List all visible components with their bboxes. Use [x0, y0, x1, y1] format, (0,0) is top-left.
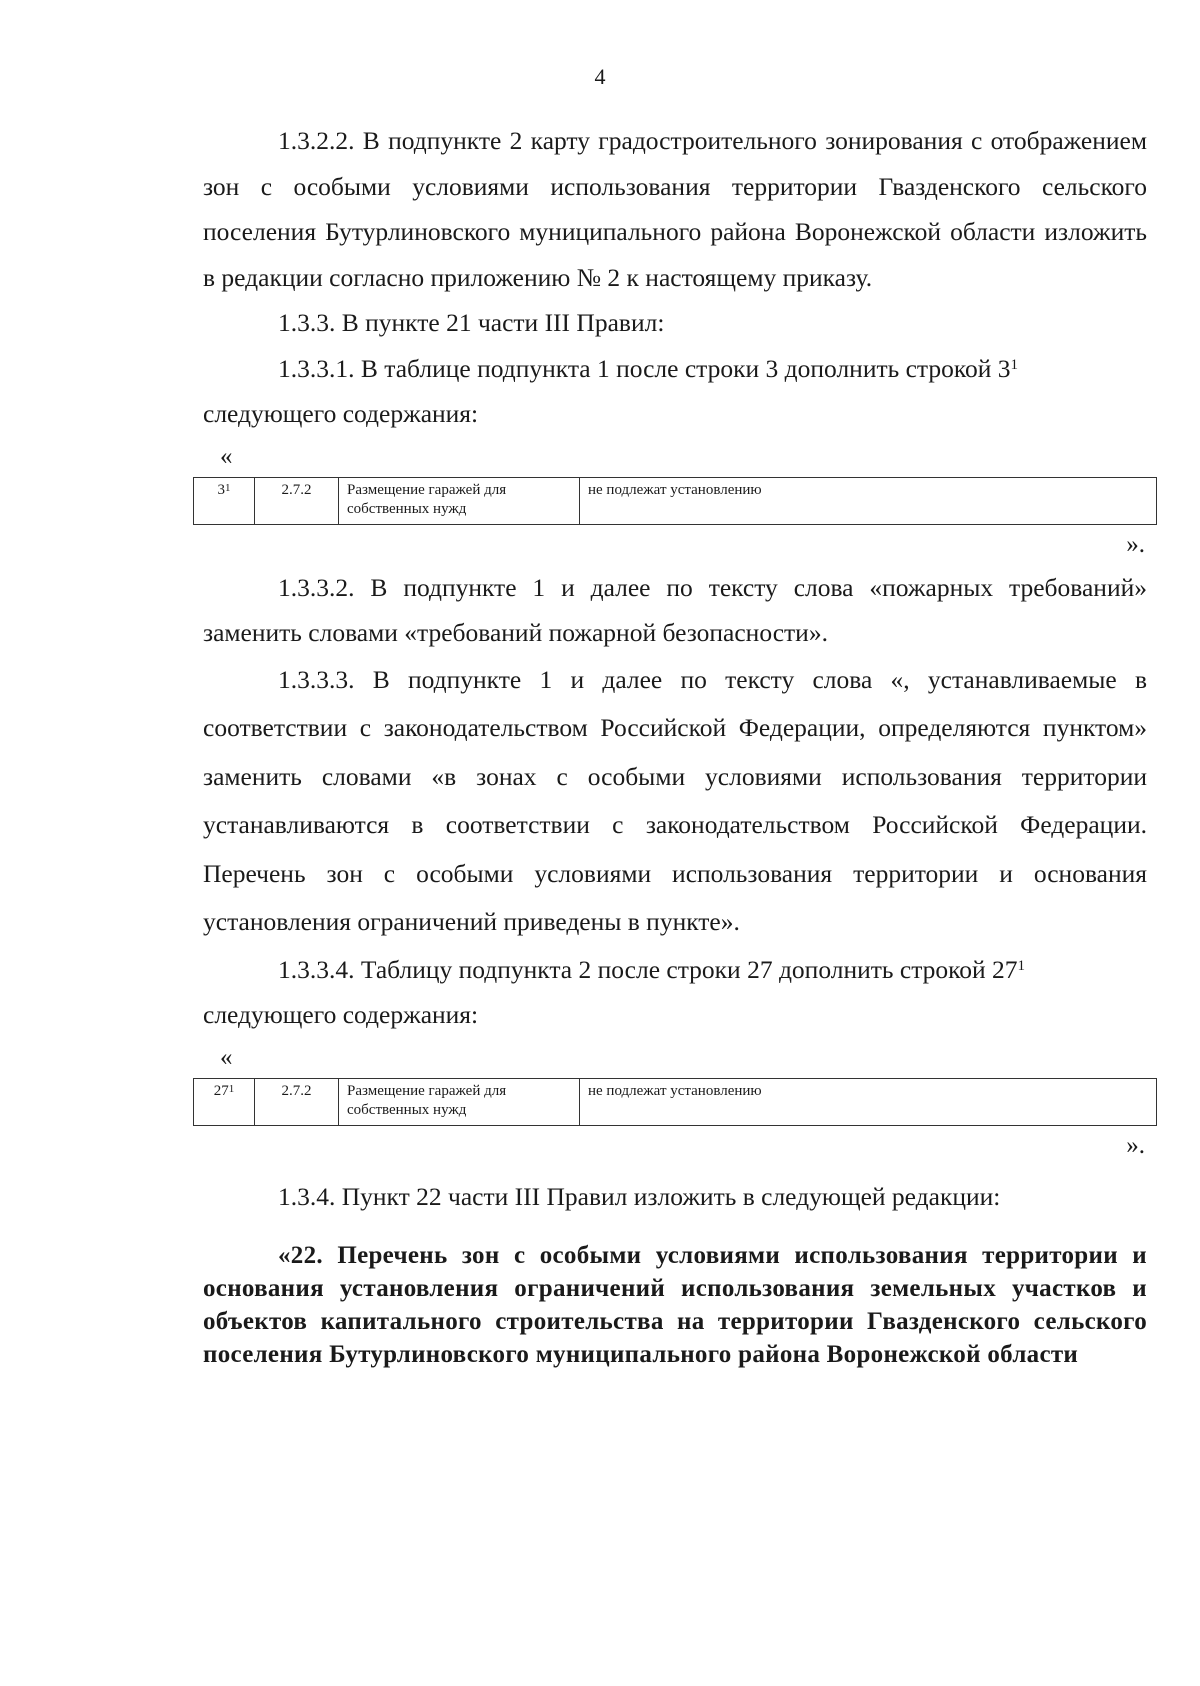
document-body — [203, 118, 1147, 1371]
paragraph-1-3-3-3: 1.3.3.3. В подпункте 1 и далее по тексту слова «, устанавливаемые в соответствии с законодательством Российской Федерации, определяются пунктом» заменить словами «в зонах с особыми условиями использования территории устанавливаются в соответствии с законодательством Российской Федерации. Перечень зон с особыми условиями использования территории и основания установления ограничений приведены в пункте». — [203, 664, 1147, 936]
name-cell: Размещение гаражей для собственных нужд — [339, 1078, 580, 1125]
paragraph-1-3-3: 1.3.3. В пункте 21 части III Правил: — [278, 308, 665, 337]
paragraph-1-3-3-1-tail: следующего содержания: — [203, 399, 479, 428]
page-number: 4 — [594, 64, 606, 89]
row-number-cell: $27^1$ — [194, 1078, 255, 1125]
paragraph-1-3-3-1-text: 1.3.3.1. В таблице подпункта 1 после строки 3 дополнить строкой 3 — [278, 353, 1011, 383]
code-cell: 2.7.2 — [255, 1078, 339, 1125]
spacer — [203, 1166, 1147, 1174]
paragraph-1-3-2-2: 1.3.2.2. В подпункте 2 карту градостроительного зонирования с отображением зон с особыми условиями использования территории Гвазденского сельского поселения Бутурлиновского муниципального района Воронежской области изложить в редакции согласно приложению № 2 к настоящему приказу. — [203, 126, 1147, 292]
table-row — [194, 477, 1157, 524]
row-superscript: 1 — [1017, 957, 1026, 974]
table-row — [194, 1078, 1157, 1125]
name-cell: Размещение гаражей для собственных нужд — [339, 477, 580, 524]
value-cell: не подлежат установлению — [580, 477, 1157, 524]
row-number-cell: $3^1$ — [194, 477, 255, 524]
section-22-heading: «22. Перечень зон с особыми условиями использования территории и основания установления ограничений использования земельных участков и объектов капитального строительства на территории Гвазденского сельского поселения Бутурлиновского муниципального района Воронежской области — [203, 1242, 1147, 1368]
quote-close: ». — [1126, 530, 1145, 558]
value-cell: не подлежат установлению — [580, 1078, 1157, 1125]
row-superscript: 1 — [1010, 356, 1019, 373]
quote-open: « — [220, 442, 233, 470]
inserted-row-table-1 — [193, 477, 1157, 525]
inserted-row-table-2 — [193, 1078, 1157, 1126]
paragraph-1-3-3-2: 1.3.3.2. В подпункте 1 и далее по тексту слова «пожарных требований» заменить словами «требований пожарной безопасности». — [203, 572, 1147, 647]
code-cell: 2.7.2 — [255, 477, 339, 524]
paragraph-1-3-3-4 — [203, 947, 1147, 1038]
paragraph-1-3-3-4-text: 1.3.3.4. Таблицу подпункта 2 после строки 27 дополнить строкой 27 — [278, 954, 1018, 984]
paragraph-1-3-3-4-tail: следующего содержания: — [203, 1000, 479, 1029]
quote-open: « — [220, 1043, 233, 1071]
paragraph-1-3-4: 1.3.4. Пункт 22 части III Правил изложить в следующей редакции: — [278, 1181, 1001, 1211]
paragraph-1-3-3-1 — [203, 346, 1147, 437]
spacer — [203, 1219, 1147, 1239]
quote-close: ». — [1126, 1131, 1145, 1159]
